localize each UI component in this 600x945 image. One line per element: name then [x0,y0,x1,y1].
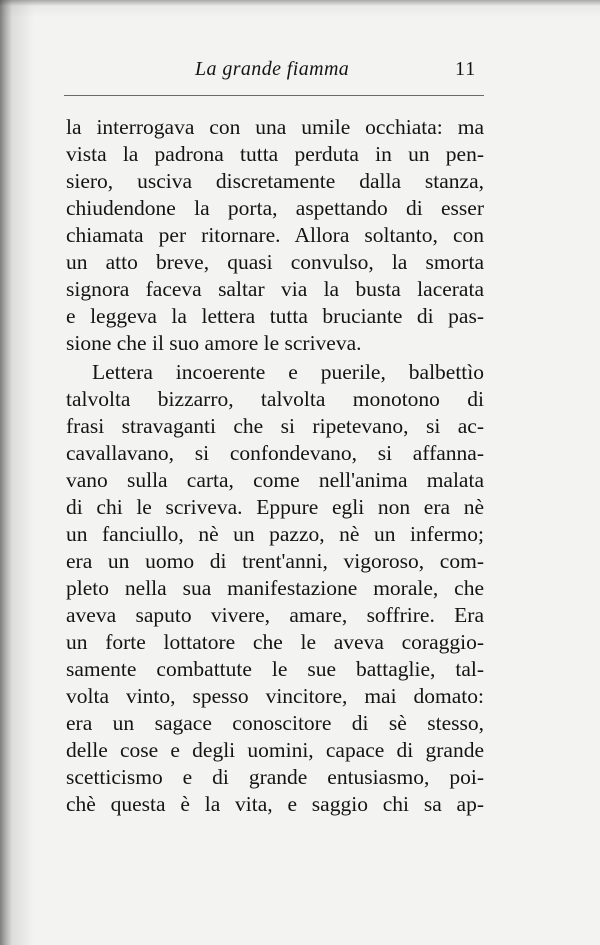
page-number: 11 [455,58,477,80]
text-line: chiudendone la porta, aspettando di esser [66,196,484,220]
text-line: frasi stravaganti che si ripetevano, si ac- [66,414,484,438]
text-line: talvolta bizzarro, talvolta monotono di [66,387,484,411]
text-line: scetticismo e di grande entusiasmo, poi- [66,765,484,789]
text-line: chiamata per ritornare. Allora soltanto, con [66,223,484,247]
text-line: un forte lottatore che le aveva coraggio- [66,630,484,654]
text-line: samente combattute le sue battaglie, tal- [66,657,484,681]
running-title: La grande fiamma [195,58,350,80]
text-line: chè questa è la vita, e saggio chi sa ap- [66,792,484,816]
text-line: cavallavano, si confondevano, si affanna- [66,441,484,465]
text-line: pleto nella sua manifestazione morale, che [66,576,484,600]
text-line: signora faceva saltar via la busta lacerata [66,277,484,301]
text-line: volta vinto, spesso vincitore, mai domato: [66,684,484,708]
text-line: la interrogava con una umile occhiata: ma [66,115,484,139]
text-line: Lettera incoerente e puerile, balbettìo [92,360,484,384]
text-line: vano sulla carta, come nell'anima malata [66,468,484,492]
text-line: un atto breve, quasi convulso, la smorta [66,250,484,274]
text-line: siero, usciva discretamente dalla stanza, [66,169,484,193]
text-line: delle cose e degli uomini, capace di grande [66,738,484,762]
text-line: sione che il suo amore le scriveva. [66,331,362,355]
text-line: era un sagace conoscitore di sè stesso, [66,711,484,735]
text-line: un fanciullo, nè un pazzo, nè un infermo; [66,522,484,546]
text-line: aveva saputo vivere, amare, soffrire. Era [66,603,484,627]
text-line: vista la padrona tutta perduta in un pen- [66,142,484,166]
text-line: e leggeva la lettera tutta bruciante di pas- [66,304,484,328]
text-line: di chi le scriveva. Eppure egli non era nè [66,495,484,519]
text-line: era un uomo di trent'anni, vigoroso, com- [66,549,484,573]
